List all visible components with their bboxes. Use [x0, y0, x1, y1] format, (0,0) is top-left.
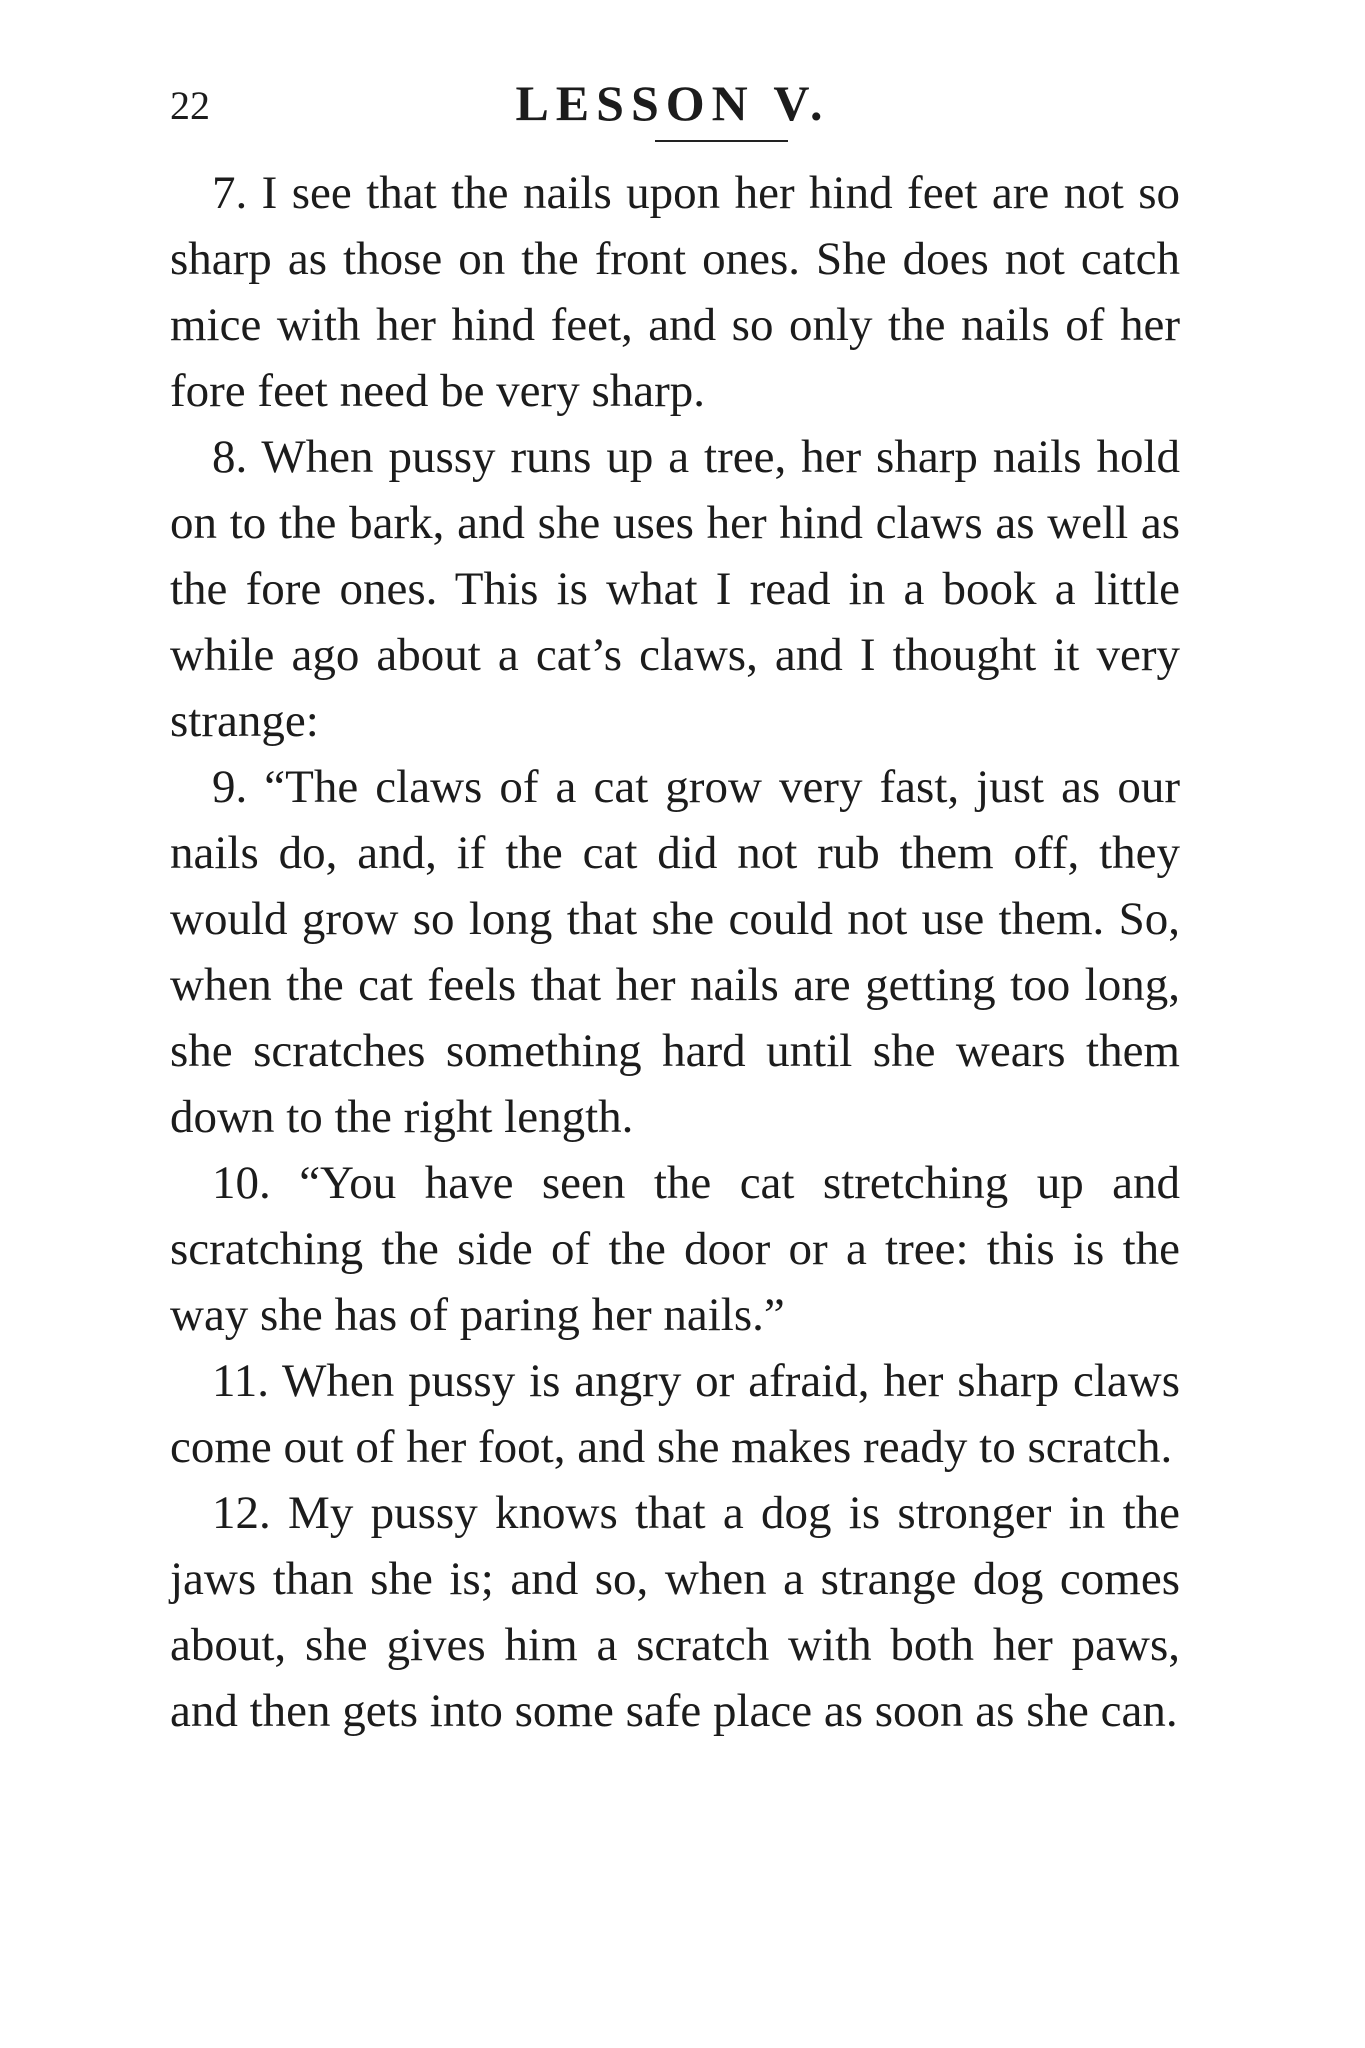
lesson-title: LESSON V. [515, 75, 830, 131]
paragraph-7: 7. I see that the nails upon her hind feet are not so sharp as those on the front ones. She does not catch mice with her hind feet, and so only the nails of her fore feet need be very sharp. [170, 167, 1180, 417]
page-header [170, 75, 1175, 148]
lesson-body [170, 160, 1180, 1744]
paragraph-10: 10. “You have seen the cat stretching up and scratching the side of the door or a tree: this is the way she has of paring her nails.” [170, 1157, 1180, 1341]
page-number: 22 [170, 83, 210, 128]
paragraph-12: 12. My pussy knows that a dog is stronger in the jaws than she is; and so, when a strange dog comes about, she gives him a scratch with both her paws, and then gets into some safe place as soon as she can. [170, 1487, 1180, 1737]
paragraph-8: 8. When pussy runs up a tree, her sharp nails hold on to the bark, and she uses her hind claws as well as the fore ones. This is what I read in a book a little while ago about a cat’s claws, and I thought it very strange: [170, 431, 1180, 747]
title-underline [655, 140, 788, 142]
paragraph-11: 11. When pussy is angry or afraid, her sharp claws come out of her foot, and she makes ready to scratch. [170, 1355, 1180, 1473]
paragraph-9: 9. “The claws of a cat grow very fast, just as our nails do, and, if the cat did not rub them off, they would grow so long that she could not use them. So, when the cat feels that her nails are getting too long, she scratches something hard until she wears them down to the right length. [170, 761, 1180, 1143]
